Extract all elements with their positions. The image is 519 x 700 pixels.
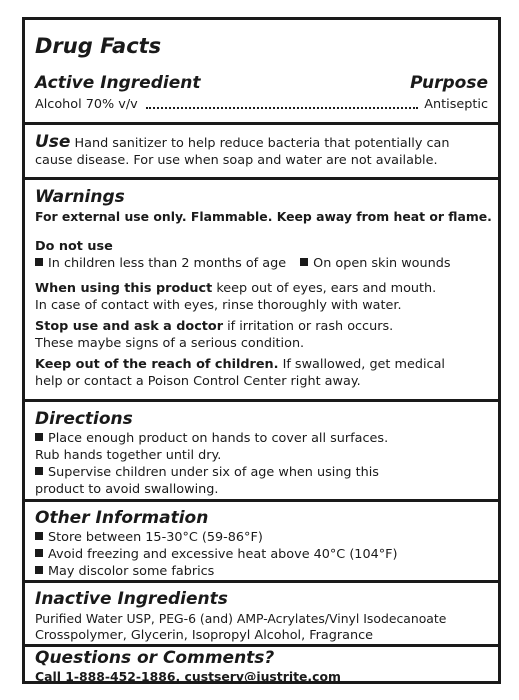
- stop-use-text: if irritation or rash occurs.: [227, 319, 394, 334]
- do-not-use-item: On open skin wounds: [313, 256, 451, 271]
- directions-heading: Directions: [35, 409, 133, 429]
- keep-out-text: If swallowed, get medical: [282, 357, 445, 372]
- purpose-value: Antiseptic: [424, 97, 488, 112]
- inactive-ingredients-heading: Inactive Ingredients: [35, 589, 228, 609]
- stop-use-line2: These maybe signs of a serious condition.: [35, 336, 305, 351]
- warnings-section: [25, 180, 498, 402]
- questions-section: [25, 647, 498, 684]
- inactive-ingredients-section: [25, 583, 498, 647]
- external-use-warning: For external use only. Flammable. Keep away from heat or flame.: [35, 209, 492, 224]
- directions-item2-line1: Supervise children under six of age when using this: [48, 465, 379, 480]
- list-item: Avoid freezing and excessive heat above 40°C (104°F): [35, 546, 488, 563]
- stop-use-heading: Stop use and ask a doctor: [35, 319, 224, 334]
- use-section: [25, 125, 498, 180]
- leader-dots: [146, 107, 419, 109]
- use-text-line1: Hand sanitizer to help reduce bacteria that potentially can: [74, 136, 450, 151]
- do-not-use-item: In children less than 2 months of age: [48, 256, 287, 271]
- directions-section: [25, 402, 498, 502]
- bullet-icon: [35, 467, 43, 475]
- list-item: Store between 15-30°C (59-86°F): [35, 529, 488, 546]
- bullet-icon: [35, 549, 43, 557]
- bullet-icon: [300, 258, 308, 266]
- purpose-heading: Purpose: [410, 73, 488, 93]
- directions-item1-line1: Place enough product on hands to cover all surfaces.: [48, 431, 389, 446]
- directions-item1-line2: Rub hands together until dry.: [35, 448, 222, 463]
- other-information-section: [25, 502, 498, 583]
- use-heading: Use: [35, 132, 71, 152]
- other-information-heading: Other Information: [35, 508, 209, 528]
- do-not-use-heading: Do not use: [35, 239, 113, 254]
- directions-item2-line2: product to avoid swallowing.: [35, 482, 219, 497]
- active-ingredient-heading: Active Ingredient: [35, 73, 201, 93]
- drug-facts-title: Drug Facts: [35, 34, 162, 58]
- keep-out-line2: help or contact a Poison Control Center right away.: [35, 374, 361, 389]
- when-using-heading: When using this product: [35, 281, 213, 296]
- contact-info: Call 1-888-452-1886, custserv@justrite.com: [35, 669, 341, 684]
- when-using-line2: In case of contact with eyes, rinse thoroughly with water.: [35, 298, 402, 313]
- questions-heading: Questions or Comments?: [35, 648, 275, 668]
- when-using-text: keep out of eyes, ears and mouth.: [216, 281, 437, 296]
- bullet-icon: [35, 258, 43, 266]
- inactive-ingredients-line2: Crosspolymer, Glycerin, Isopropyl Alcohol, Fragrance: [35, 628, 374, 643]
- drug-facts-label: [22, 17, 501, 684]
- active-ingredient-value: Alcohol 70% v/v: [35, 97, 138, 112]
- bullet-icon: [35, 566, 43, 574]
- warnings-heading: Warnings: [35, 187, 125, 207]
- inactive-ingredients-line1: Purified Water USP, PEG-6 (and) AMP-Acrylates/Vinyl Isodecanoate: [35, 611, 447, 626]
- active-ingredient-section: [25, 20, 498, 125]
- bullet-icon: [35, 433, 43, 441]
- list-item: May discolor some fabrics: [35, 563, 488, 580]
- bullet-icon: [35, 532, 43, 540]
- use-text-line2: cause disease. For use when soap and water are not available.: [35, 153, 438, 168]
- keep-out-heading: Keep out of the reach of children.: [35, 357, 279, 372]
